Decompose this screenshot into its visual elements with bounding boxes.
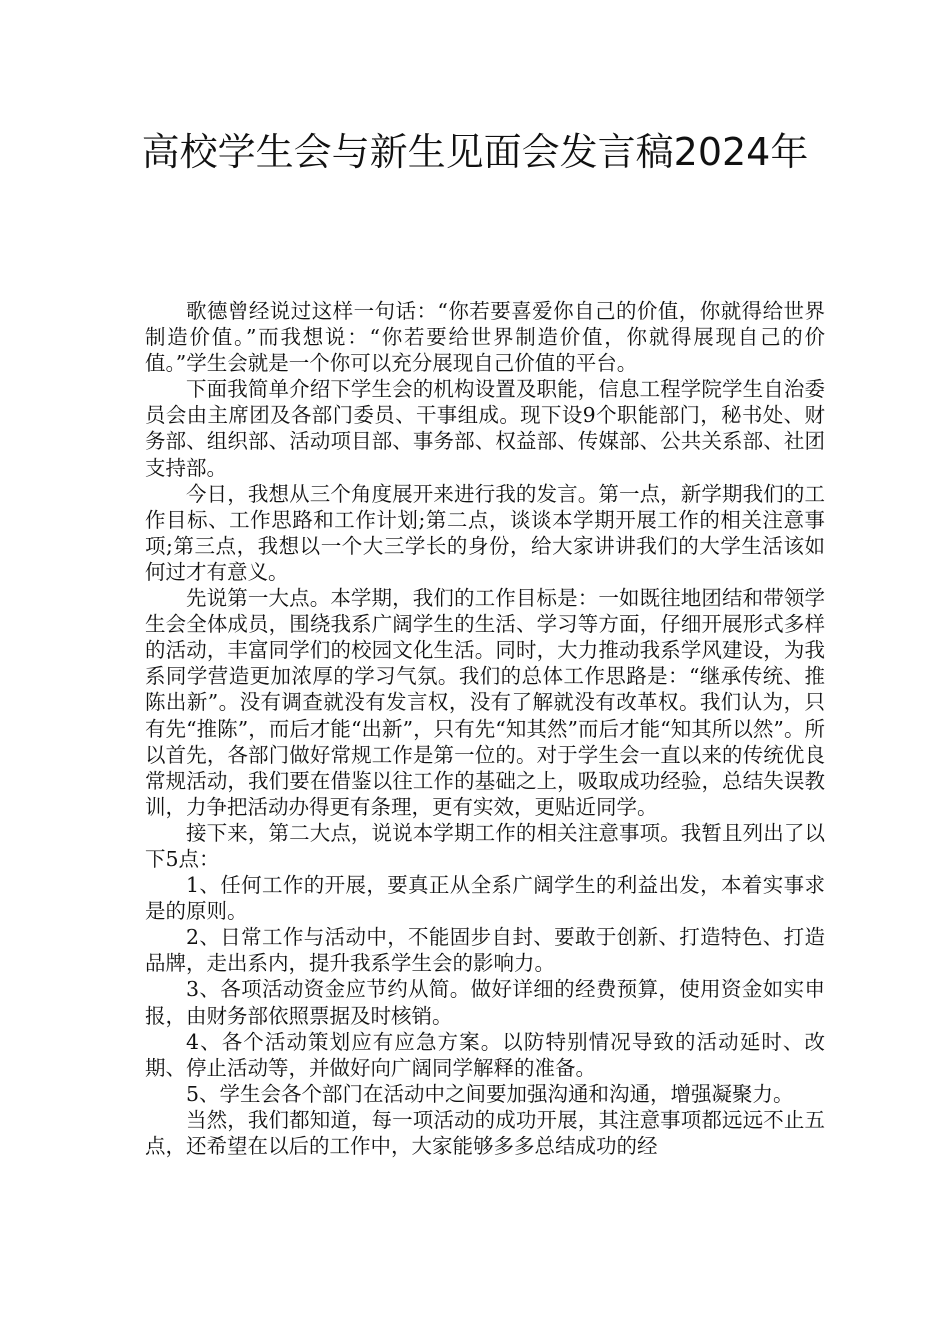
document-body: [145, 298, 825, 1159]
paragraph: 接下来，第二大点，说说本学期工作的相关注意事项。我暂且列出了以下5点：: [145, 820, 825, 871]
list-item: 1、任何工作的开展，要真正从全系广阔学生的利益出发，本着实事求是的原则。: [145, 873, 825, 924]
list-item: 4、各个活动策划应有应急方案。以防特别情况导致的活动延时、改期、停止活动等，并做好向广阔同学解释的准备。: [145, 1029, 825, 1080]
paragraph: 歌德曾经说过这样一句话：“你若要喜爱你自己的价值，你就得给世界制造价值。”而我想说：“你若要给世界制造价值，你就得展现自己的价值。”学生会就是一个你可以充分展现自己价值的平台。: [145, 299, 825, 376]
paragraph: 当然，我们都知道，每一项活动的成功开展，其注意事项都远远不止五点，还希望在以后的工作中，大家能够多多总结成功的经: [145, 1107, 825, 1158]
list-item: 3、各项活动资金应节约从简。做好详细的经费预算，使用资金如实申报，由财务部依照票据及时核销。: [145, 977, 825, 1028]
list-item: 2、日常工作与活动中，不能固步自封、要敢于创新、打造特色、打造品牌，走出系内，提升我系学生会的影响力。: [145, 925, 825, 976]
paragraph: 先说第一大点。本学期，我们的工作目标是：一如既往地团结和带领学生会全体成员，围绕我系广阔学生的生活、学习等方面，仔细开展形式多样的活动，丰富同学们的校园文化生活。同时，大力推动我系学风建设，为我系同学营造更加浓厚的学习气氛。我们的总体工作思路是：“继承传统、推陈出新”。没有调查就没有发言权，没有了解就没有改革权。我们认为，只有先“推陈”，而后才能“出新”，只有先“知其然”而后才能“知其所以然”。所以首先，各部门做好常规工作是第一位的。对于学生会一直以来的传统优良常规活动，我们要在借鉴以往工作的基础之上，吸取成功经验，总结失误教训，力争把活动办得更有条理，更有实效，更贴近同学。: [145, 586, 825, 819]
document-title: 高校学生会与新生见面会发言稿2024年: [141, 130, 809, 174]
paragraph: 今日，我想从三个角度展开来进行我的发言。第一点，新学期我们的工作目标、工作思路和工作计划;第二点，谈谈本学期开展工作的相关注意事项;第三点，我想以一个大三学长的身份，给大家讲讲我们的大学生活该如何过才有意义。: [145, 481, 825, 584]
list-item: 5、学生会各个部门在活动中之间要加强沟通和沟通，增强凝聚力。: [186, 1081, 794, 1106]
paragraph: 下面我简单介绍下学生会的机构设置及职能，信息工程学院学生自治委员会由主席团及各部门委员、干事组成。现下设9个职能部门，秘书处、财务部、组织部、活动项目部、事务部、权益部、传媒部、公共关系部、社团支持部。: [145, 377, 825, 480]
